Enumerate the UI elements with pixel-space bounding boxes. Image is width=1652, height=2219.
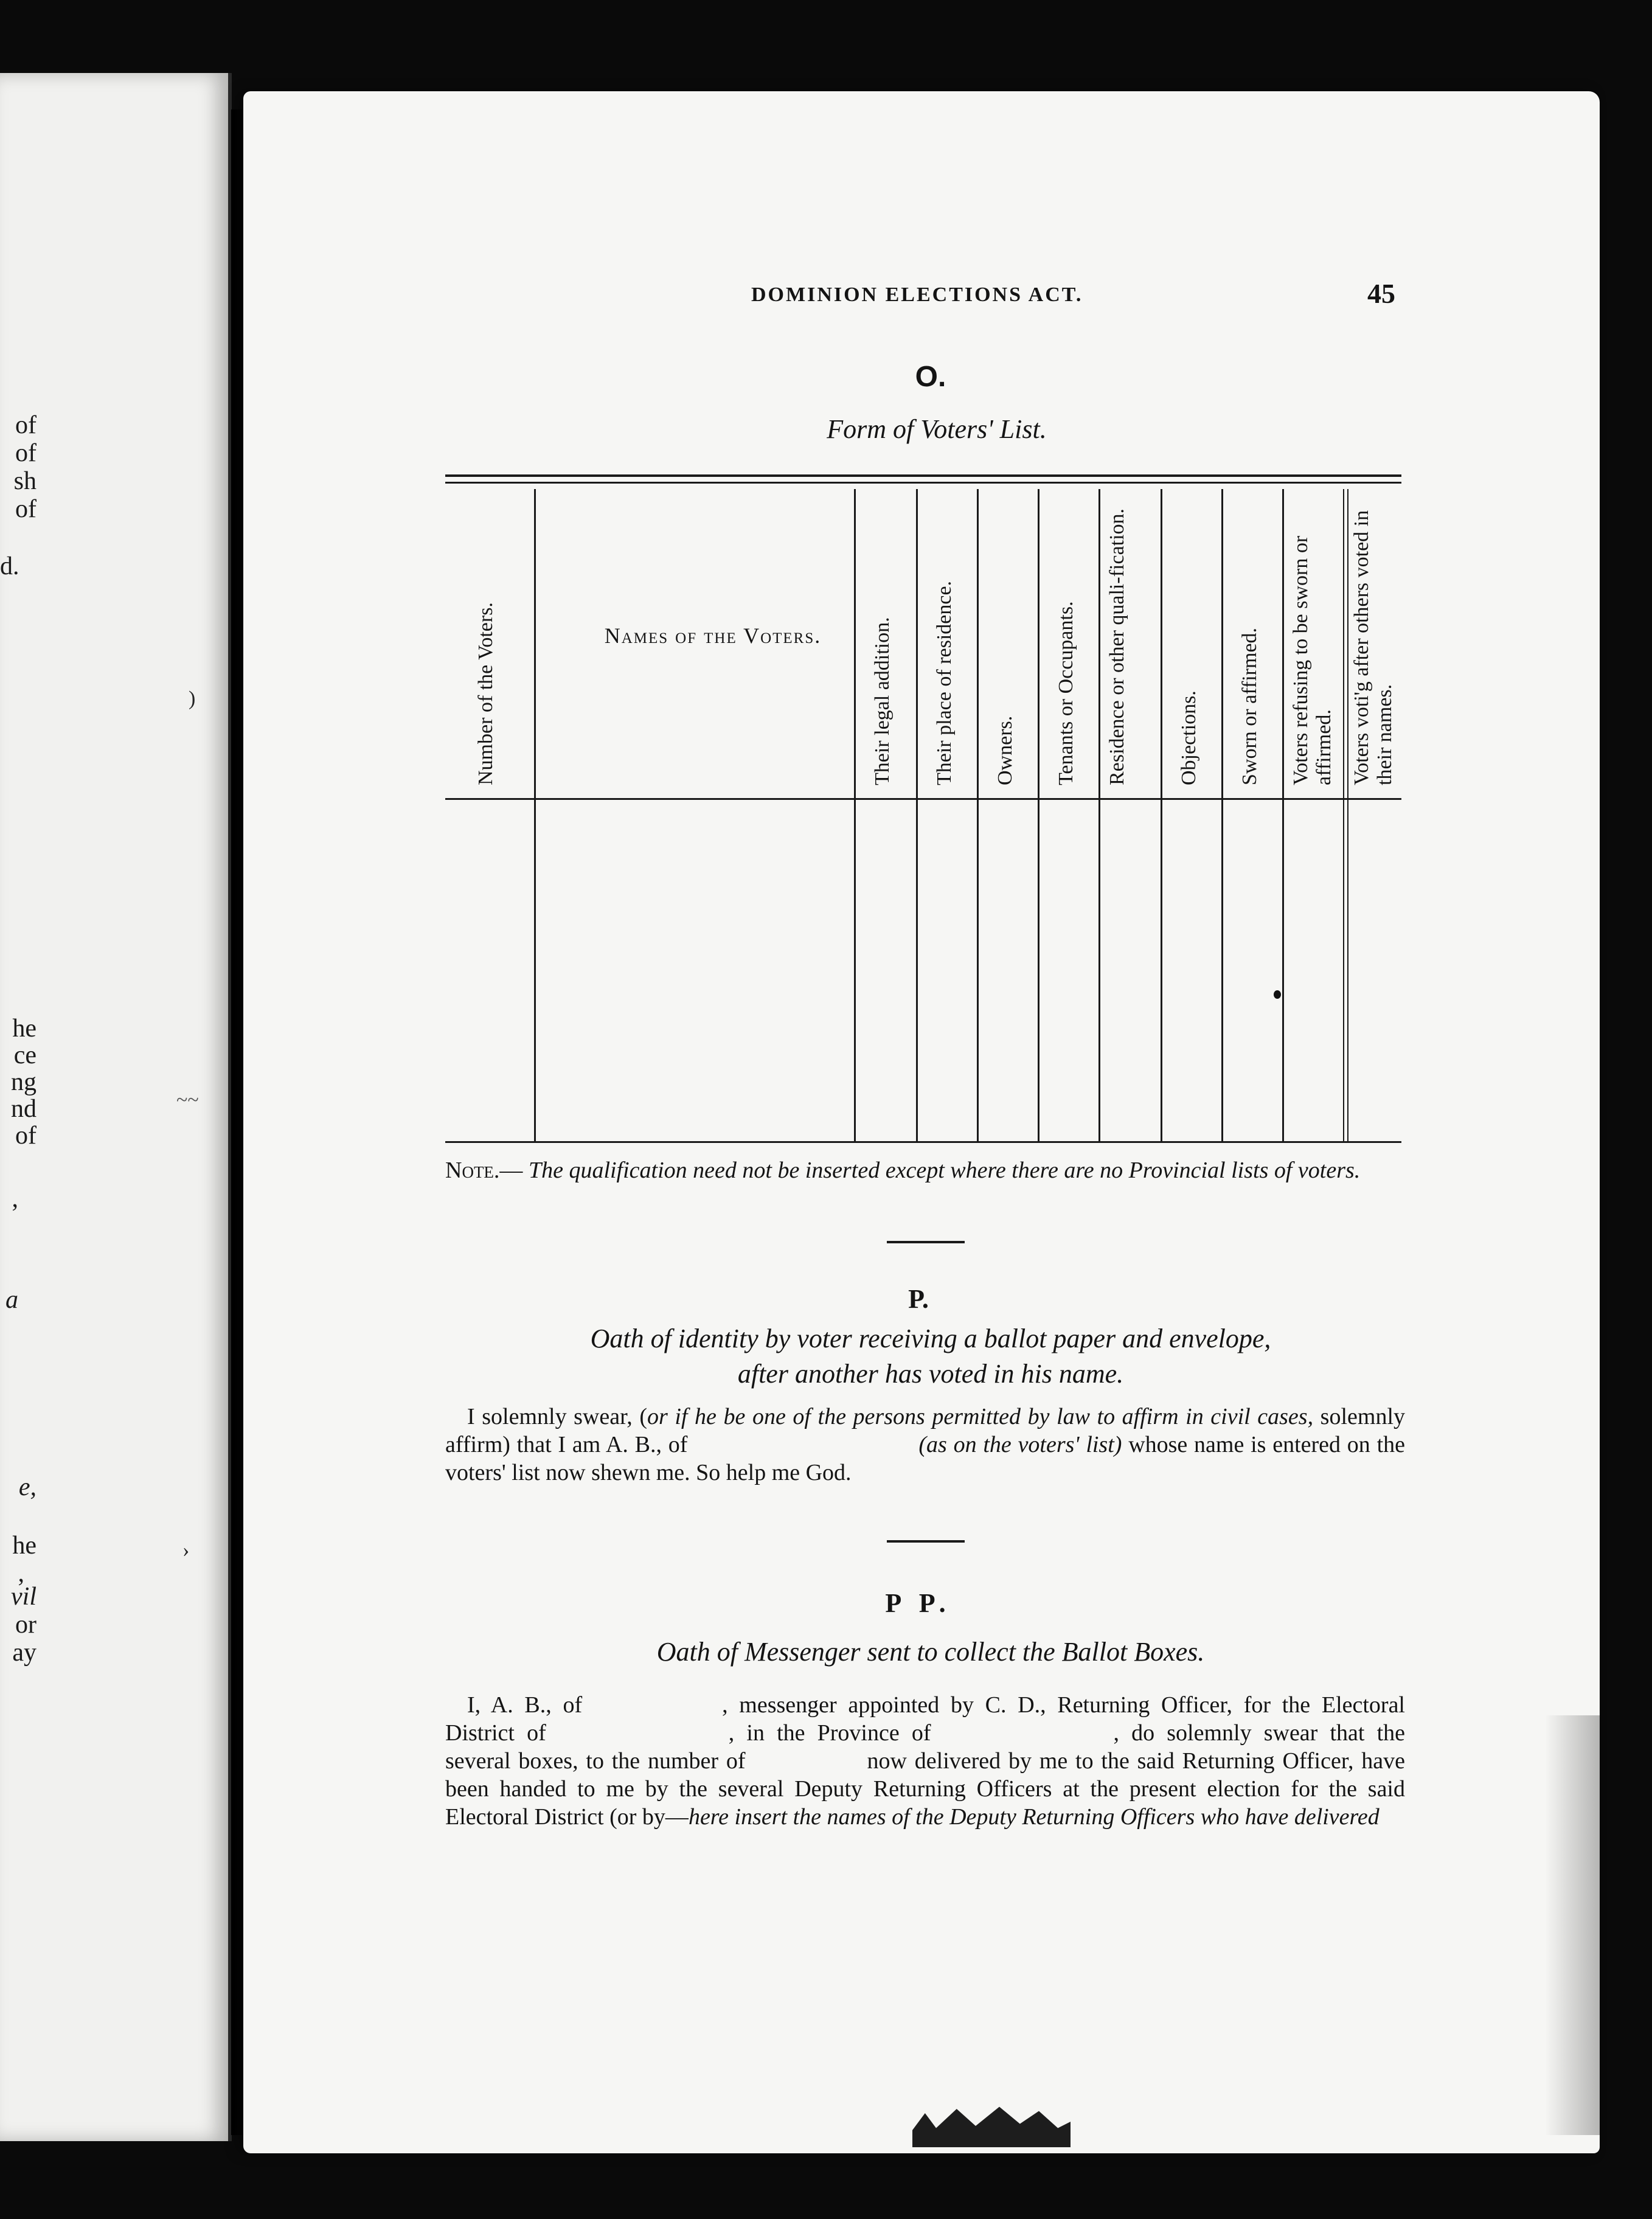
page-number: 45 bbox=[1367, 278, 1395, 309]
form-o-title: Form of Voters' List. bbox=[827, 414, 1047, 444]
column-divider bbox=[1282, 489, 1284, 1141]
column-header-number: Number of the Voters. bbox=[474, 602, 497, 785]
form-p-title-line-1: Oath of identity by voter receiving a ballot paper and envelope, bbox=[590, 1324, 1271, 1353]
oath-text-italic: (as on the voters' list) bbox=[918, 1432, 1122, 1457]
form-pp-oath-text bbox=[445, 1691, 1405, 1831]
left-text-fragment: e, bbox=[18, 1473, 36, 1501]
column-header-voted-after: Voters voti'g after others voted in their names. bbox=[1350, 510, 1396, 785]
column-divider bbox=[1098, 489, 1100, 1141]
left-text-fragment: ce bbox=[13, 1041, 36, 1069]
column-divider bbox=[1161, 489, 1162, 1141]
section-divider bbox=[887, 1540, 965, 1543]
oath-text-segment: , in the Province of bbox=[728, 1720, 931, 1746]
table-bottom-rule bbox=[445, 1141, 1401, 1143]
column-header-refusing: Voters refusing to be sworn or affirmed. bbox=[1289, 535, 1335, 785]
previous-page-edge bbox=[0, 73, 232, 2141]
oath-text-segment: solemnly affirm) that I am A. B., of bbox=[445, 1404, 1406, 1457]
column-divider bbox=[854, 489, 856, 1141]
column-divider bbox=[1343, 489, 1344, 1141]
left-text-fragment: nd bbox=[11, 1095, 36, 1123]
oath-text-segment: I, A. B., of bbox=[467, 1692, 583, 1718]
column-header-place-of-residence: Their place of residence. bbox=[933, 580, 956, 785]
form-o-note bbox=[445, 1156, 1405, 1185]
form-pp-title: Oath of Messenger sent to collect the Ballot Boxes. bbox=[656, 1637, 1205, 1667]
form-p-oath-text bbox=[445, 1403, 1405, 1487]
column-header-objections: Objections. bbox=[1178, 690, 1200, 785]
ink-speck bbox=[1274, 990, 1281, 999]
left-text-fragment: ay bbox=[12, 1639, 36, 1667]
left-text-fragment: he bbox=[12, 1015, 36, 1043]
column-divider bbox=[977, 489, 979, 1141]
oath-text-segment: whose name is entered on the voters' list now shewn me. So help me God. bbox=[445, 1432, 1405, 1485]
page-edge-wear bbox=[1545, 1715, 1600, 2135]
oath-text-italic: or if he be one of the persons permitted by law to affirm in civil cases, bbox=[647, 1404, 1314, 1429]
column-header-qualification: Residence or other quali-fication. bbox=[1106, 508, 1128, 785]
binding-mark: ~~ bbox=[176, 1089, 199, 1111]
section-divider bbox=[887, 1241, 965, 1243]
oath-text-segment: , messenger appointed by C. D., Returning Officer, for the Electoral District of bbox=[445, 1692, 1405, 1746]
left-text-fragment: , bbox=[12, 1185, 18, 1213]
form-pp-heading: P P. bbox=[885, 1588, 952, 1618]
left-text-fragment: of bbox=[15, 411, 36, 439]
oath-text-segment: now delivered by me to the said Returning Officer, have been handed to me by the several Deputy Returning Officers at the present election for the said Electoral District (or by— bbox=[445, 1748, 1405, 1830]
left-text-fragment: of bbox=[15, 495, 36, 523]
running-head: DOMINION ELECTIONS ACT. bbox=[751, 283, 1083, 306]
column-header-legal-addition: Their legal addition. bbox=[871, 617, 894, 785]
left-text-fragment: he bbox=[12, 1532, 36, 1560]
oath-text-italic: here insert the names of the Deputy Returning Officers who have delivered bbox=[688, 1804, 1380, 1830]
left-text-fragment: or bbox=[15, 1611, 36, 1639]
table-header-rule bbox=[445, 798, 1401, 800]
column-header-sworn: Sworn or affirmed. bbox=[1238, 627, 1261, 785]
voters-list-table bbox=[445, 474, 1401, 1143]
form-p-title bbox=[474, 1321, 1387, 1392]
column-divider bbox=[1038, 489, 1039, 1141]
left-text-fragment: sh bbox=[13, 467, 36, 495]
binding-mark: ) bbox=[189, 687, 196, 710]
left-text-fragment: , bbox=[18, 1560, 24, 1588]
form-p-title-line-2: after another has voted in his name. bbox=[737, 1359, 1124, 1389]
left-text-fragment: vil bbox=[11, 1583, 36, 1611]
oath-text-segment: , do solemnly swear that the several boxes, to the number of bbox=[445, 1720, 1405, 1774]
form-o-heading: O. bbox=[915, 361, 946, 393]
column-header-names: Names of the Voters. bbox=[604, 623, 822, 648]
note-text: The qualification need not be inserted except where there are no Provincial lists of voters. bbox=[528, 1158, 1361, 1183]
left-text-fragment: of bbox=[15, 439, 36, 467]
column-divider bbox=[916, 489, 918, 1141]
left-text-fragment: of bbox=[15, 1122, 36, 1150]
left-text-fragment: ng bbox=[11, 1068, 36, 1096]
left-text-fragment: d. bbox=[0, 552, 19, 580]
oath-text-segment: I solemnly swear, ( bbox=[467, 1404, 647, 1429]
column-divider bbox=[534, 489, 536, 1141]
binding-mark: › bbox=[182, 1539, 190, 1561]
column-divider bbox=[1221, 489, 1223, 1141]
left-text-fragment: a bbox=[5, 1286, 18, 1314]
column-header-owners: Owners. bbox=[994, 715, 1016, 785]
column-header-tenants: Tenants or Occupants. bbox=[1055, 601, 1077, 785]
form-p-heading: P. bbox=[908, 1284, 929, 1314]
note-label: Note.— bbox=[445, 1158, 523, 1183]
